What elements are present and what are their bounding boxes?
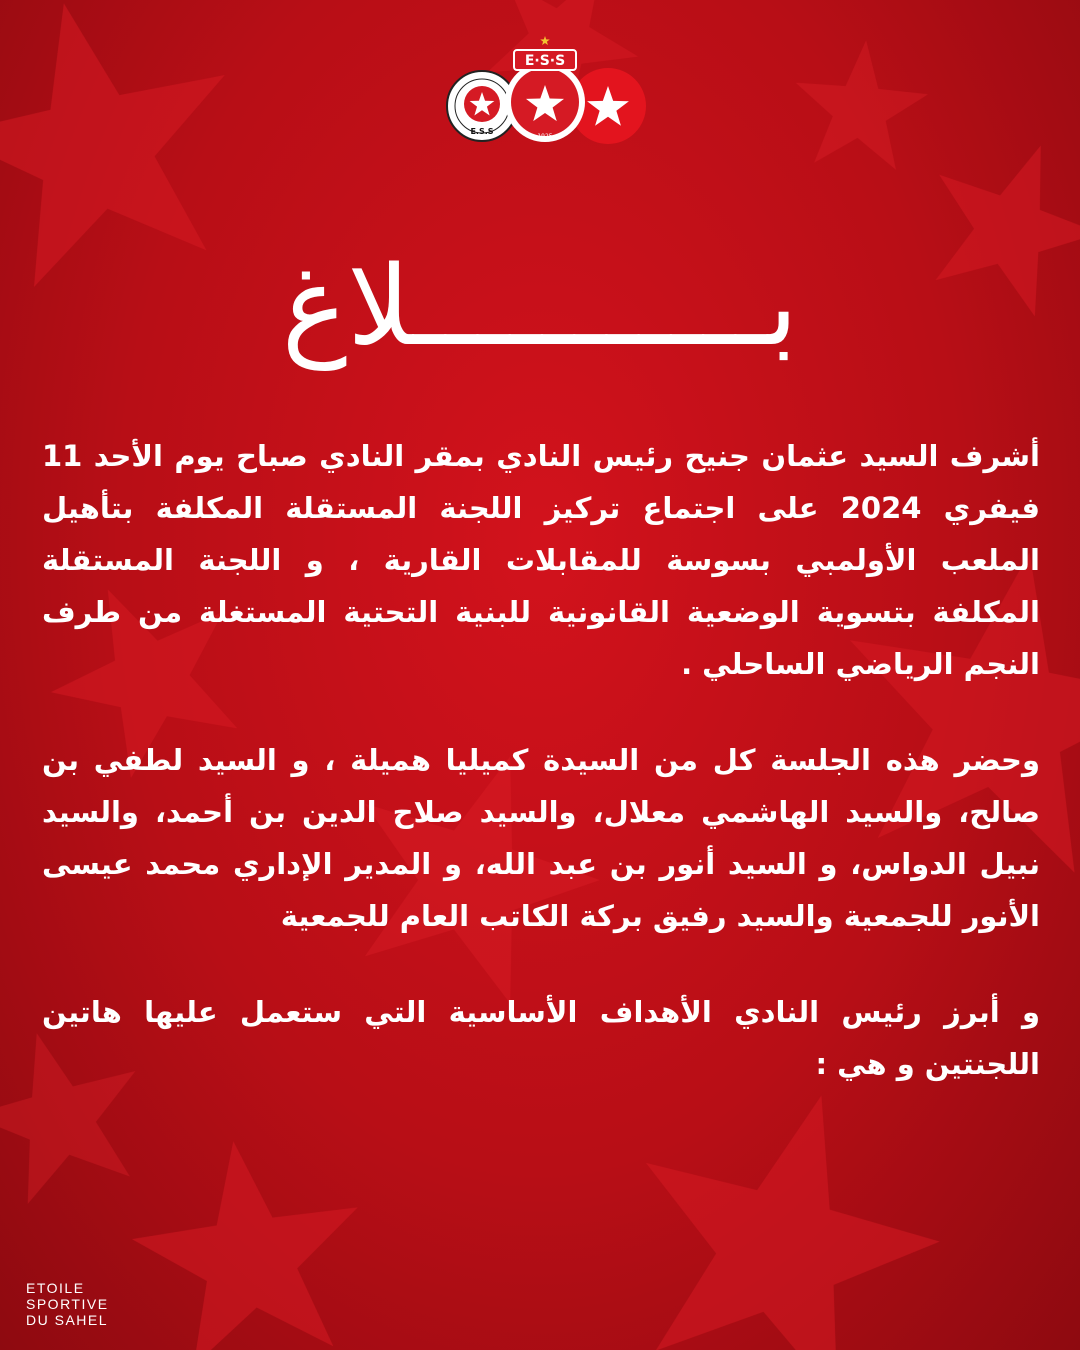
announcement-body <box>42 430 1040 1134</box>
center-badge-top: E·S·S <box>524 53 566 69</box>
paragraph-1: أشرف السيد عثمان جنيح رئيس النادي بمقر النادي صباح يوم الأحد 11 فيفري 2024 على اجتماع تركيز اللجنة المستقلة المكلفة بتأهيل الملعب الأولمبي بسوسة للمقابلات القارية ، و اللجنة المستقلة المكلفة بتسوية الوضعية القانونية للبنية التحتية المستغلة من طرف النجم الرياضي الساحلي . <box>42 439 1040 681</box>
ess-main-crest-icon <box>505 36 585 142</box>
footer-line: DU SAHEL <box>26 1312 109 1328</box>
paragraph-2: وحضر هذه الجلسة كل من السيدة كميليا هميلة ، و السيد لطفي بن صالح، والسيد الهاشمي معلال، والسيد صلاح الدين بن أحمد، والسيد نبيل الدواس، و السيد أنور بن عبد الله، و المدير الإداري محمد عيسى الأنور للجمعية والسيد رفيق بركة الكاتب العام للجمعية <box>42 743 1040 933</box>
left-badge-text: E.S.S <box>470 127 494 136</box>
club-name-footer <box>26 1280 109 1328</box>
club-logos <box>440 30 660 160</box>
footer-line: SPORTIVE <box>26 1296 109 1312</box>
paragraph-3: و أبرز رئيس النادي الأهداف الأساسية التي ستعمل عليها هاتين اللجنتين و هي : <box>42 995 1040 1081</box>
footer-line: ETOILE <box>26 1280 85 1296</box>
page-title: بـــــــــــلاغ <box>281 242 799 370</box>
center-badge-year: 1925 <box>537 133 553 140</box>
